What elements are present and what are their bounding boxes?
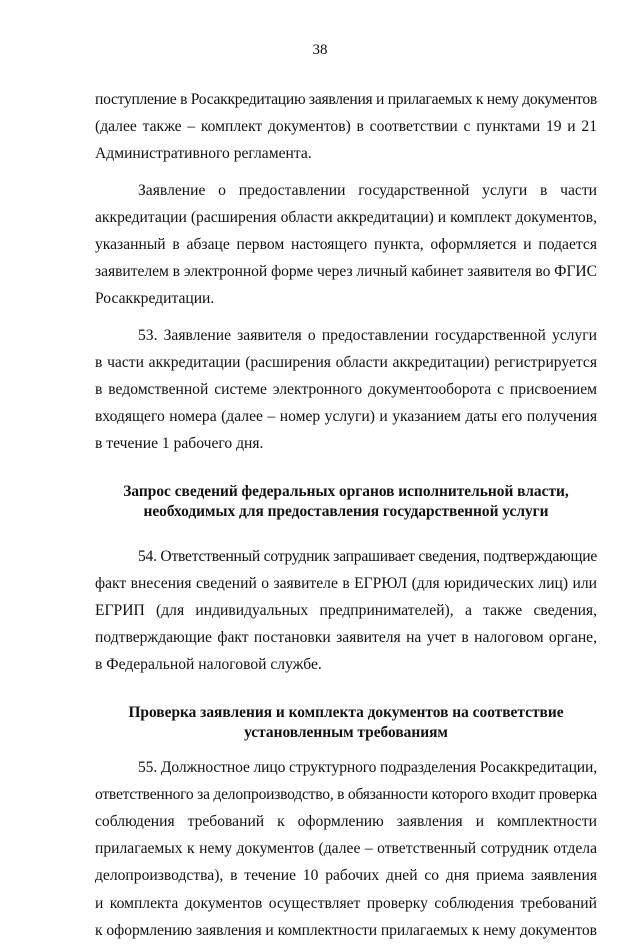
paragraph-intake-continuation: [95, 86, 597, 168]
text-line: указанный в абзаце первом настоящего пункта, оформляется и подается: [95, 236, 597, 254]
text-line: в ведомственной системе электронного документооборота с присвоением: [95, 381, 597, 399]
heading-line: необходимых для предоставления государственной услуги: [143, 502, 549, 520]
text-line: аккредитации (расширения области аккредитации) и комплект документов,: [95, 208, 597, 226]
text-line: прилагаемых к нему документов (далее – ответственный сотрудник отдела: [95, 840, 597, 858]
page-number: 38: [312, 42, 328, 58]
text-line: 53. Заявление заявителя о предоставлении государственной услуги: [138, 326, 597, 344]
text-line: Заявление о предоставлении государственной услуги в части: [138, 181, 597, 199]
text-line: в течение 1 рабочего дня.: [95, 435, 264, 453]
section-heading-federal-requests: [95, 482, 597, 522]
text-line: к оформлению заявления и комплектности прилагаемых к нему документов: [95, 921, 597, 939]
text-line: поступление в Росаккредитацию заявления и прилагаемых к нему документов: [95, 91, 597, 108]
text-line: в части аккредитации (расширения области аккредитации) регистрируется: [95, 353, 597, 371]
text-line: факт внесения сведений о заявителе в ЕГРЮЛ (для юридических лиц) или: [95, 574, 597, 592]
text-line: Росаккредитации.: [95, 290, 215, 308]
paragraph-electronic-submission: [95, 177, 597, 313]
text-line: в Федеральной налоговой службе.: [95, 656, 322, 674]
section-heading-document-check: [95, 703, 597, 743]
text-line: соблюдения требований к оформлению заявления и комплектности: [95, 813, 597, 831]
document-body: [95, 86, 597, 944]
text-line: заявителем в электронной форме через личный кабинет заявителя во ФГИС: [95, 263, 597, 281]
heading-line: Запрос сведений федеральных органов исполнительной власти,: [123, 482, 569, 500]
text-line: Административного регламента.: [95, 145, 312, 163]
heading-line: установленным требованиям: [244, 723, 448, 741]
paragraph-53: [95, 322, 597, 458]
heading-line: Проверка заявления и комплекта документов на соответствие: [128, 703, 564, 721]
text-line: ответственного за делопроизводство, в обязанности которого входит проверка: [95, 785, 597, 803]
text-line: делопроизводства), в течение 10 рабочих дней со дня приема заявления: [95, 867, 597, 885]
text-line: ЕГРИП (для индивидуальных предпринимателей), а также сведения,: [95, 602, 597, 620]
text-line: и комплекта документов осуществляет проверку соблюдения требований: [95, 894, 597, 912]
text-line: 55. Должностное лицо структурного подразделения Росаккредитации,: [138, 758, 597, 776]
text-line: входящего номера (далее – номер услуги) и указанием даты его получения: [95, 408, 597, 426]
paragraph-54: [95, 543, 597, 679]
paragraph-55: [95, 754, 597, 944]
text-line: (далее также – комплект документов) в соответствии с пунктами 19 и 21: [95, 118, 597, 136]
text-line: 54. Ответственный сотрудник запрашивает сведения, подтверждающие: [138, 547, 597, 565]
text-line: подтверждающие факт постановки заявителя на учет в налоговом органе,: [95, 629, 597, 647]
